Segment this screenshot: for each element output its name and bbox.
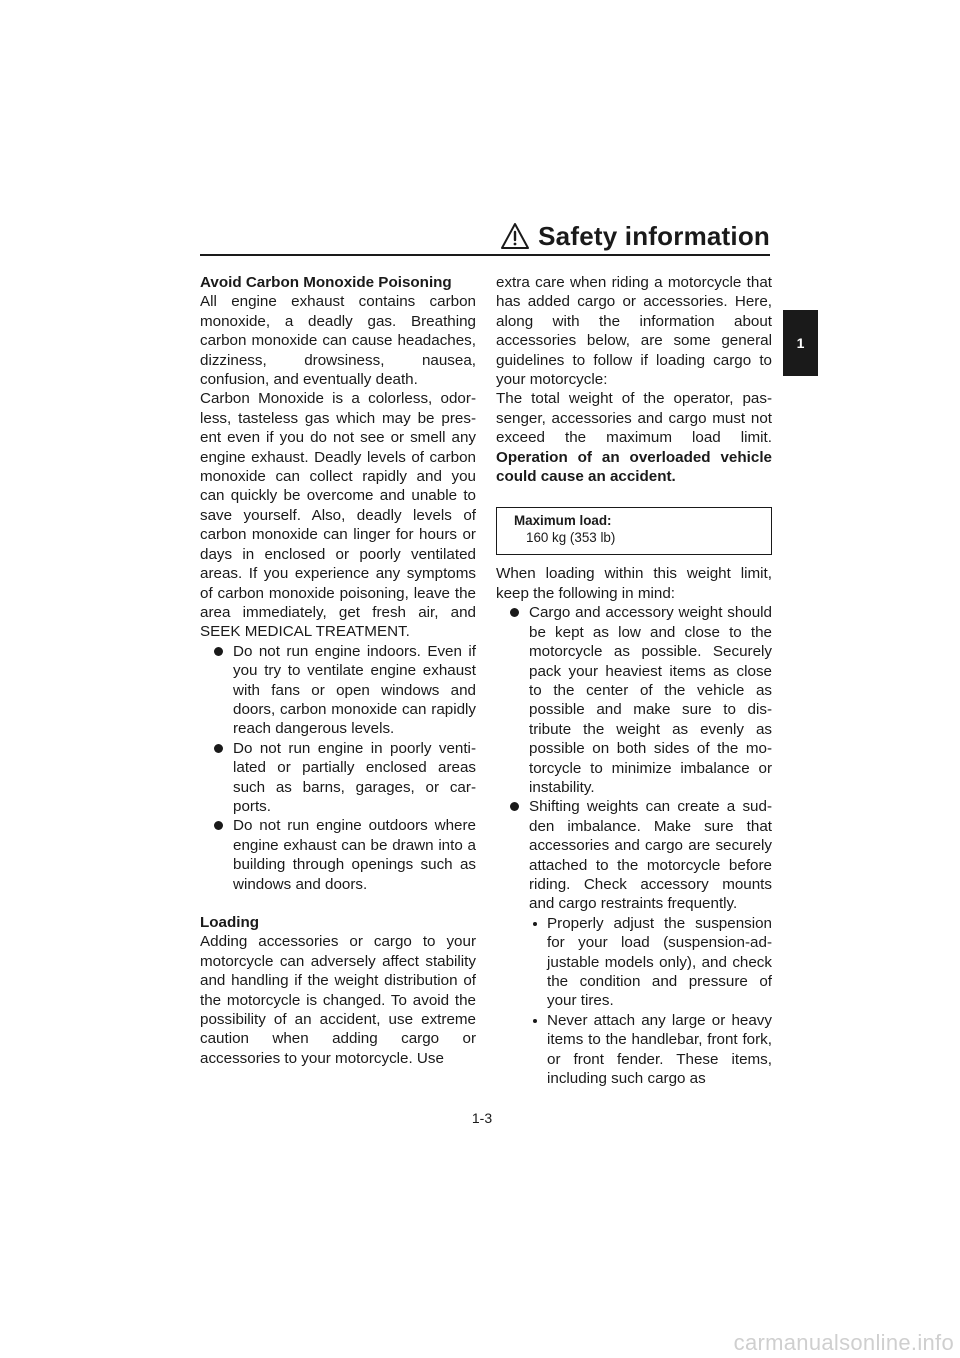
page-header	[200, 218, 770, 256]
sub-list-item: Never attach any large or heavy items to the handlebar, front fork, or front fender. These items, including such cargo as	[529, 1011, 772, 1089]
list-item	[518, 797, 772, 1088]
co-bullet-list	[200, 642, 476, 894]
load-limit-text: The total weight of the operator, passenger, accessories and cargo must not exceed the maximum load limit.	[496, 390, 772, 447]
co-heading: Avoid Carbon Monoxide Poisoning	[200, 274, 452, 291]
sub-bullet-list	[529, 914, 772, 1089]
co-paragraph-2: Carbon Monoxide is a colorless, odorless, tasteless gas which may be present even if you do not see or smell any engine exhaust. Deadly levels of carbon monoxide can collect rapidly and you can quickly be overcome and unable to save yourself. Also, deadly levels of carbon monoxide can linger for hours or days in enclosed or poorly ventilated areas. If you experience any symptoms of carbon monoxide poisoning, leave the area immediately, get fresh air, and SEEK MEDICAL TREATMENT.	[200, 390, 476, 641]
loading-paragraph-1: Adding accessories or cargo to your motorcycle can adversely affect stability and handling if the weight distribution of the motorcycle is changed. To avoid the possibility of an accident, use extreme caution when adding cargo or accessories to your motorcycle. Use	[200, 933, 476, 1067]
max-load-value: 160 kg (353 lb)	[526, 530, 616, 546]
list-item-text: Shifting weights can create a sudden imbalance. Make sure that accessories and cargo are securely attached to the motorcycle before riding. Check accessory mounts and cargo restraints frequently.	[529, 798, 772, 913]
list-item: Do not run engine outdoors where engine exhaust can be drawn into a building through openings such as windows and doors.	[222, 816, 476, 894]
chapter-tab-number: 1	[796, 335, 805, 351]
co-paragraph-1: All engine exhaust contains carbon monoxide, a deadly gas. Breathing carbon monoxide can cause headaches, dizziness, drowsiness, nausea, confusion, and eventually death.	[200, 293, 476, 389]
max-load-label: Maximum load:	[514, 513, 612, 529]
max-load-box	[496, 507, 772, 555]
right-column	[496, 273, 772, 1088]
watermark: carmanualsonline.info	[733, 1330, 954, 1355]
list-item: Cargo and accessory weight should be kept as low and close to the motorcycle as possible. Securely pack your heaviest items as close to the center of the vehicle as possible and make sure to distribute the weight as evenly as possible on both sides of the motorcycle to minimize imbalance or instability.	[518, 603, 772, 797]
chapter-tab	[783, 310, 818, 376]
loading-paragraph-3	[496, 389, 772, 486]
loading-paragraph-2: extra care when riding a motorcycle that has added cargo or accessories. Here, along with the information about accessories below, are some general guidelines to follow if loading cargo to your motorcycle:	[496, 274, 772, 389]
warning-triangle-icon	[500, 222, 530, 250]
overload-warning: Operation of an overloaded vehicle could cause an accident.	[496, 448, 772, 486]
left-column	[200, 273, 476, 1068]
list-item: Do not run engine in poorly ventilated or partially enclosed areas such as barns, garages, or carports.	[222, 739, 476, 817]
loading-bullet-list	[496, 603, 772, 1088]
sub-list-item: Properly adjust the suspension for your load (suspension-adjustable models only), and check the condition and pressure of your tires.	[529, 914, 772, 1011]
loading-paragraph-4: When loading within this weight limit, keep the following in mind:	[496, 565, 772, 602]
list-item: Do not run engine indoors. Even if you try to ventilate engine exhaust with fans or open windows and doors, carbon monoxide can rapidly reach dangerous levels.	[222, 642, 476, 739]
loading-heading: Loading	[200, 914, 260, 931]
page-number: 1-3	[471, 1110, 493, 1126]
page-title: Safety information	[538, 220, 770, 251]
